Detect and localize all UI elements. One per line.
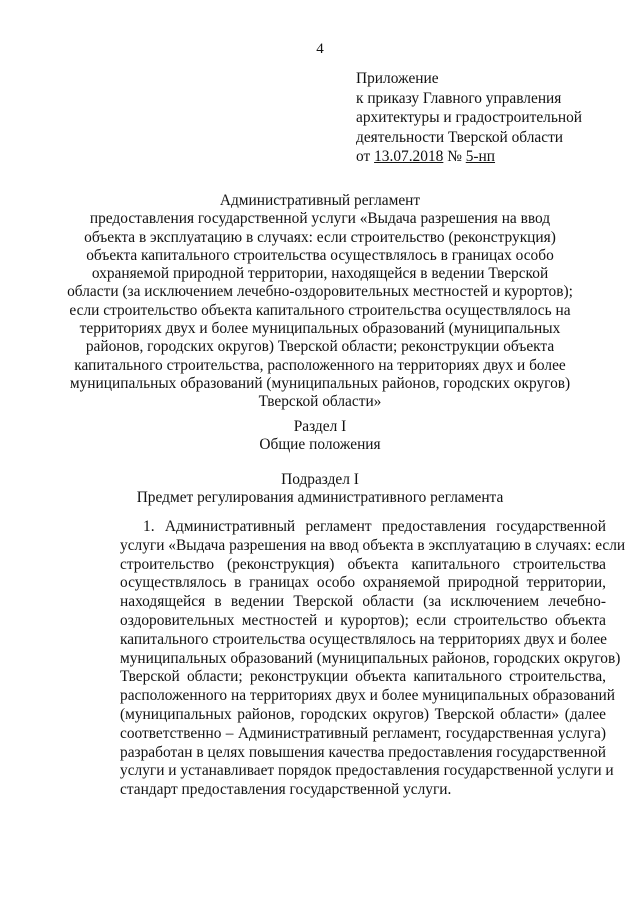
section-name: Общие положения bbox=[259, 436, 381, 454]
title-line: Административный регламент bbox=[219, 192, 421, 209]
paragraph-line: Тверской области; реконструкции объекта капитального строительства, bbox=[120, 668, 606, 686]
appendix-date-line bbox=[356, 147, 582, 167]
title-line: территориях двух и более муниципальных образований (муниципальных bbox=[79, 320, 561, 338]
subsection-heading bbox=[0, 471, 640, 508]
appendix-line: деятельности Тверской области bbox=[356, 128, 564, 146]
title-line: если строительство объекта капитального строительства осуществлялось на bbox=[69, 301, 571, 319]
paragraph-line: 1. Административный регламент предоставления государственной bbox=[143, 518, 606, 535]
paragraph-line: осуществлялось в границах особо охраняемой природной территории, bbox=[120, 574, 606, 592]
paragraph-line: разработан в целях повышения качества предоставления государственной bbox=[120, 743, 606, 761]
paragraph-line: расположенного на территориях двух и более муниципальных образований bbox=[120, 687, 616, 705]
page-number: 4 bbox=[316, 41, 324, 57]
paragraph-line: услуги и устанавливает порядок предоставления государственной услуги и bbox=[120, 762, 614, 780]
section-heading bbox=[0, 418, 640, 455]
title-line: муниципальных образований (муниципальных районов, городских округов) bbox=[69, 374, 571, 392]
title-line: предоставления государственной услуги «Выдача разрешения на ввод bbox=[89, 210, 551, 228]
document-title bbox=[0, 192, 640, 412]
paragraph-line: строительство (реконструкция) объекта капитального строительства bbox=[120, 555, 606, 573]
paragraph-line: муниципальных образований (муниципальных районов, городских округов) bbox=[120, 649, 621, 667]
order-number: 5-нп bbox=[465, 148, 496, 166]
title-line: охраняемой природной территории, находящейся в ведении Тверской bbox=[91, 265, 549, 283]
date-prefix: от bbox=[356, 148, 375, 166]
paragraph-line: (муниципальных районов, городских округов) Тверской области» (далее bbox=[120, 705, 606, 723]
title-line: районов, городских округов) Тверской области; реконструкции объекта bbox=[85, 338, 555, 356]
appendix-line: архитектуры и градостроительной bbox=[356, 109, 583, 127]
subsection-label: Подраздел I bbox=[281, 471, 359, 488]
paragraph-1 bbox=[120, 518, 626, 800]
appendix-header bbox=[356, 69, 582, 167]
title-line: капитального строительства, расположенного на территориях двух и более bbox=[74, 356, 566, 374]
paragraph-line: оздоровительных местностей и курортов); если строительство объекта bbox=[120, 611, 606, 629]
paragraph-line: услуги «Выдача разрешения на ввод объекта в эксплуатацию в случаях: если bbox=[120, 536, 626, 554]
subsection-name: Предмет регулирования административного регламента bbox=[136, 489, 504, 507]
title-line: Тверской области» bbox=[258, 393, 382, 411]
title-line: области (за исключением лечебно-оздоровительных местностей и курортов); bbox=[67, 283, 573, 301]
title-line: объекта капитального строительства осуществлялось в границах особо bbox=[86, 246, 554, 264]
paragraph-line: стандарт предоставления государственной услуги. bbox=[120, 781, 452, 799]
title-line: объекта в эксплуатацию в случаях: если строительство (реконструкция) bbox=[84, 228, 556, 246]
paragraph-line: находящейся в ведении Тверской области (за исключением лечебно- bbox=[120, 593, 606, 611]
number-prefix: № bbox=[443, 148, 466, 166]
paragraph-line: капитального строительства осуществлялось на территориях двух и более bbox=[120, 630, 607, 648]
section-label: Раздел I bbox=[293, 418, 347, 435]
order-date: 13.07.2018 bbox=[374, 148, 444, 166]
paragraph-line: соответственно – Административный регламент, государственная услуга) bbox=[120, 724, 606, 742]
appendix-line: Приложение bbox=[356, 70, 439, 87]
appendix-line: к приказу Главного управления bbox=[356, 89, 562, 107]
